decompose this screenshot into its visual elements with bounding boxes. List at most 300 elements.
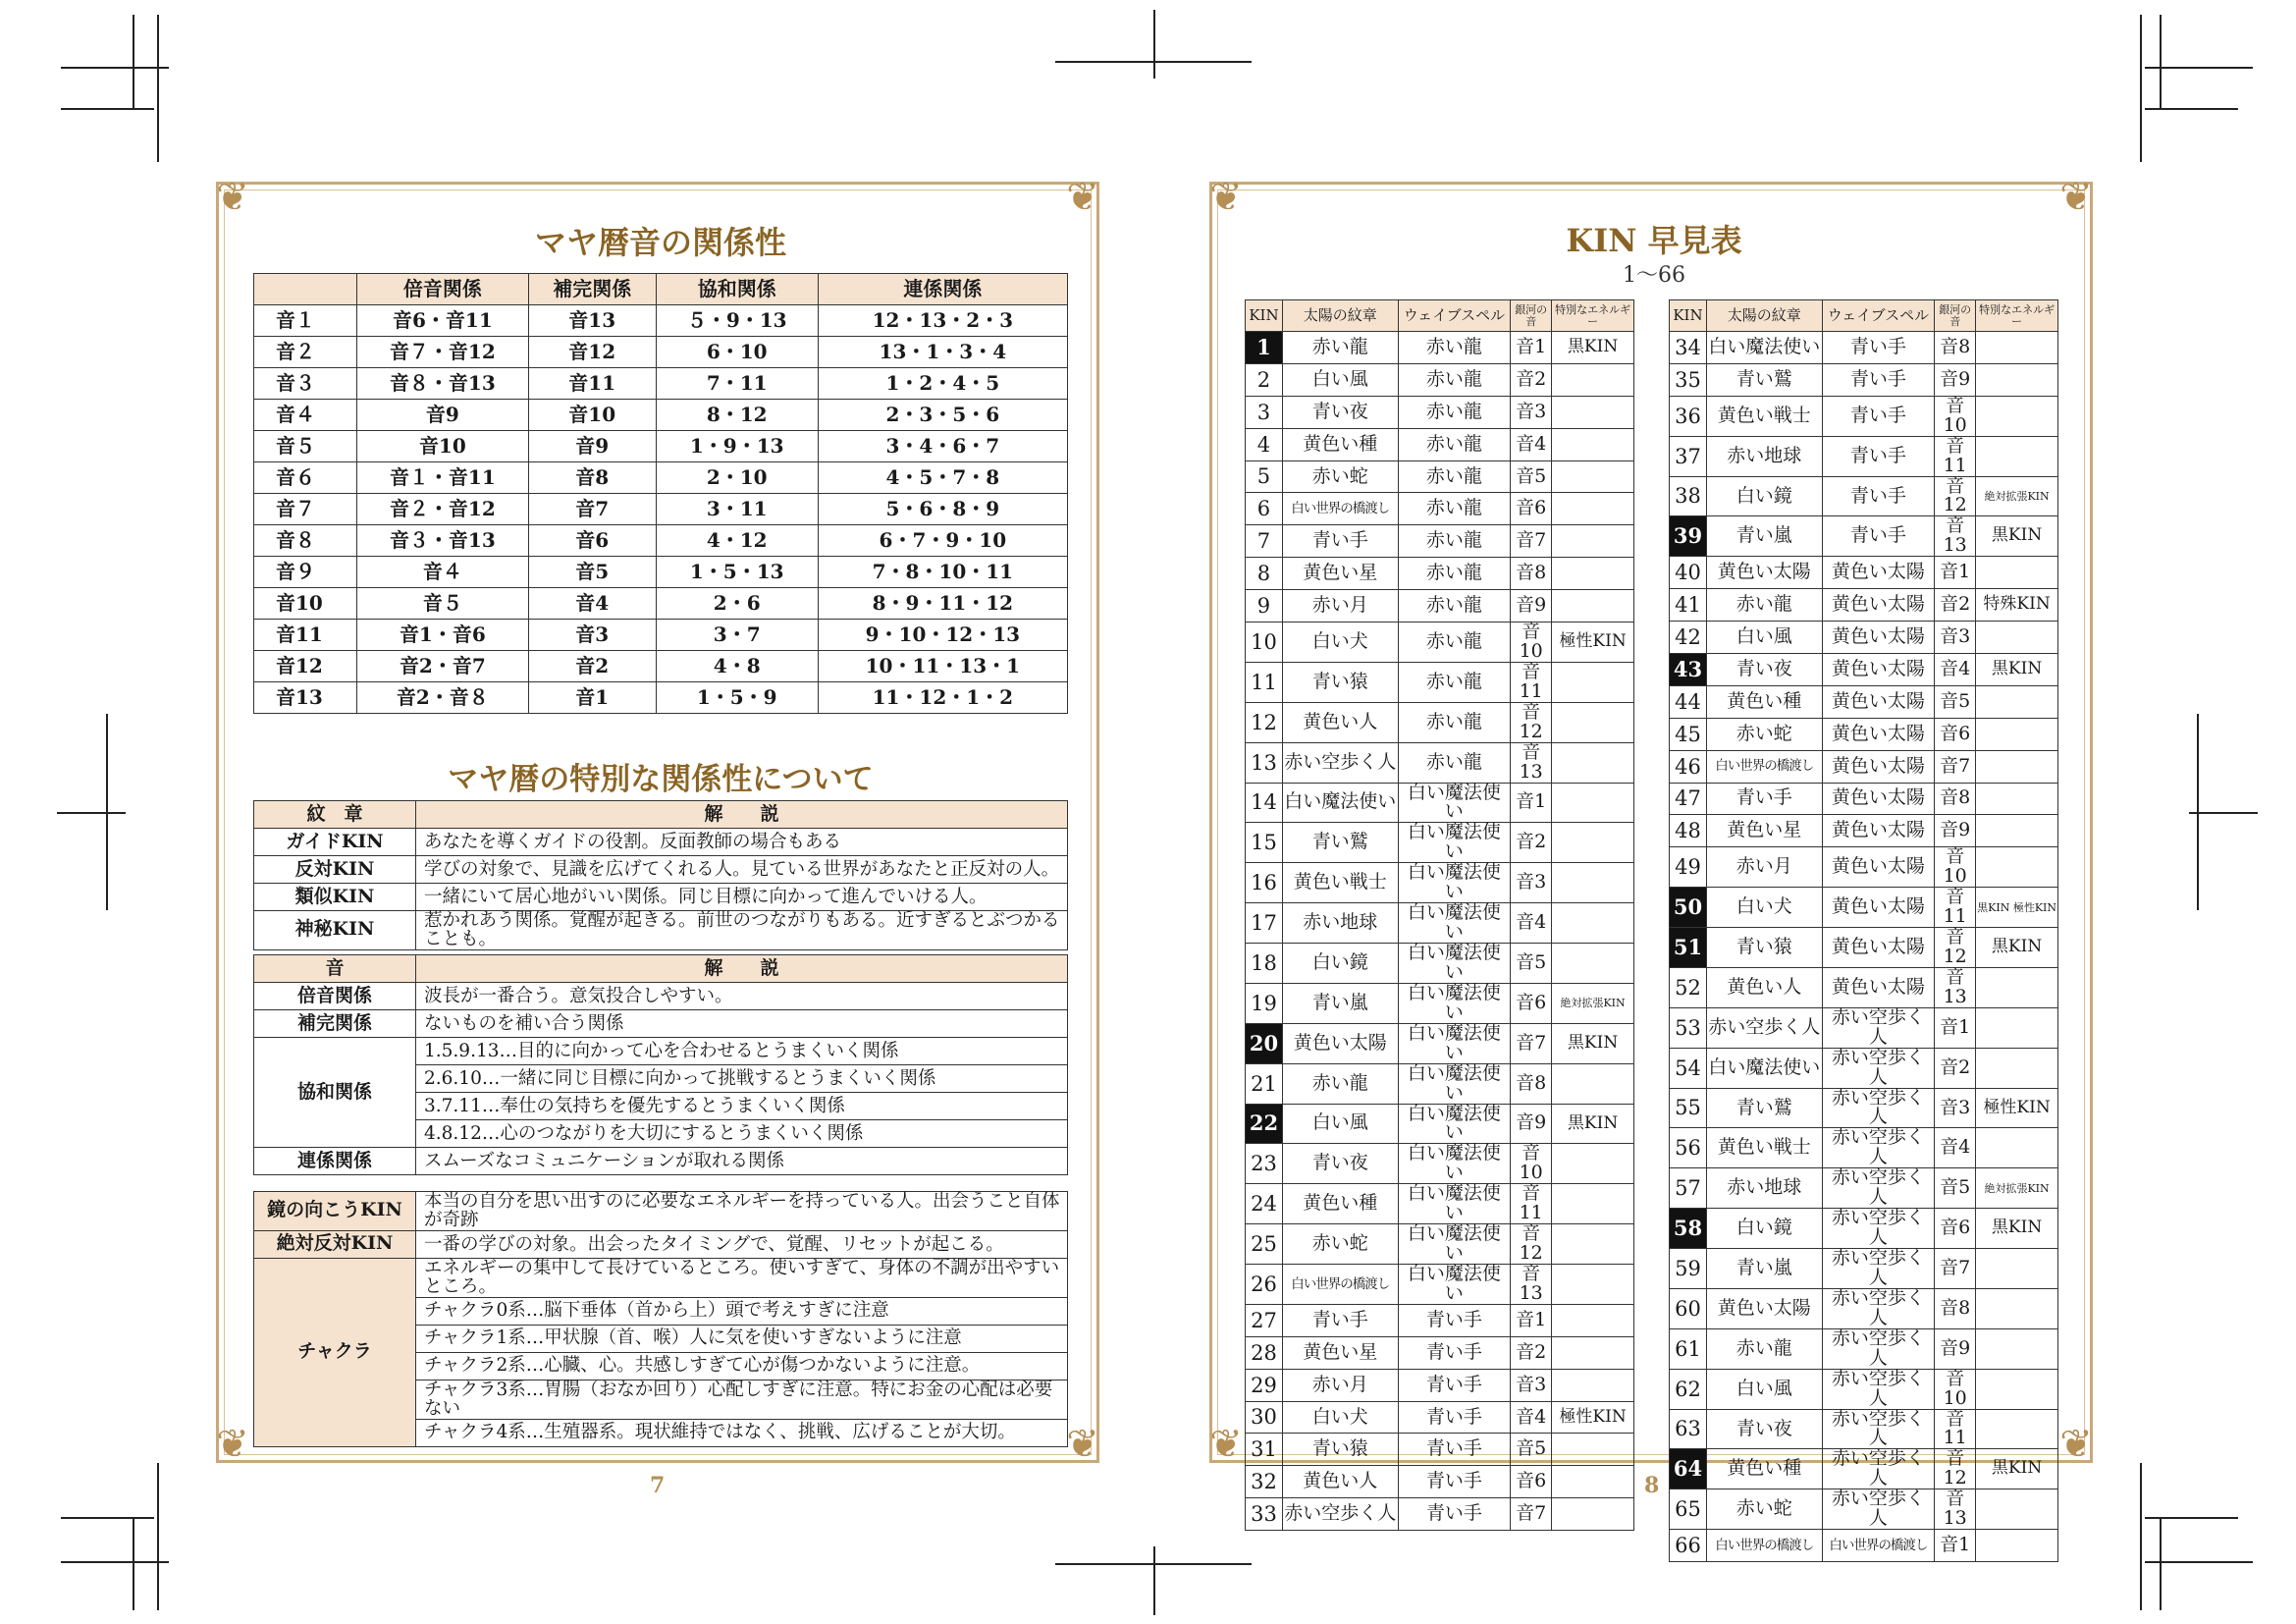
- table-cell: 白い魔法使い: [1282, 783, 1398, 823]
- table-cell: 音2・音８: [357, 682, 529, 714]
- table-cell: 音8: [1935, 1288, 1976, 1328]
- table-cell: 赤い龍: [1398, 396, 1511, 428]
- table-cell: 白い魔法使い: [1398, 1104, 1511, 1144]
- table-cell: [1552, 662, 1634, 702]
- kin-number: 66: [1670, 1530, 1707, 1562]
- table-cell: 白い鏡: [1282, 944, 1398, 984]
- table-cell: 音７・音12: [357, 337, 529, 368]
- table-cell: 音6・音11: [357, 305, 529, 337]
- kin-table-left: [1245, 299, 1634, 1531]
- table-cell: 白い風: [1282, 363, 1398, 396]
- table-cell: 音11: [528, 368, 656, 400]
- table-cell: 青い鷲: [1706, 363, 1822, 396]
- table-cell: 黄色い太陽: [1822, 589, 1935, 622]
- table-cell: 音4: [1511, 1401, 1552, 1434]
- table-cell: [1976, 1369, 2058, 1409]
- table-cell: 赤い龍: [1706, 589, 1822, 622]
- table-cell: [1976, 396, 2058, 436]
- table-cell: 白い犬: [1706, 888, 1822, 928]
- table-row: [254, 525, 1068, 557]
- relation-description: 一緒にいて居心地がいい関係。同じ目標に向かって進んでいける人。: [416, 884, 1068, 911]
- table-cell: [1976, 1007, 2058, 1048]
- crop-mark: [157, 1463, 159, 1610]
- kin-number: 3: [1246, 396, 1283, 428]
- table-cell: 赤い月: [1282, 1369, 1398, 1401]
- kin-number: 7: [1246, 525, 1283, 558]
- table-cell: [1976, 557, 2058, 589]
- table-cell: 白い魔法使い: [1398, 1224, 1511, 1265]
- table-cell: 音3: [1935, 622, 1976, 654]
- table-cell: 音13: [1511, 1265, 1552, 1305]
- table-cell: 青い猿: [1282, 662, 1398, 702]
- table-header: 音: [254, 955, 416, 983]
- table-row: [1670, 685, 2058, 718]
- table-cell: 黄色い太陽: [1282, 1023, 1398, 1063]
- table-cell: 赤い空歩く人: [1822, 1209, 1935, 1249]
- table-cell: 音2・音7: [357, 651, 529, 682]
- kin-number: 30: [1246, 1401, 1283, 1434]
- table-cell: [1552, 428, 1634, 460]
- table-cell: 音4: [1511, 903, 1552, 944]
- table-cell: 白い魔法使い: [1398, 863, 1511, 903]
- table-cell: [1552, 363, 1634, 396]
- table-cell: 黄色い太陽: [1822, 815, 1935, 847]
- table-row: [1670, 1328, 2058, 1369]
- table-cell: 1・9・13: [656, 431, 818, 462]
- table-cell: 赤い蛇: [1282, 460, 1398, 493]
- kin-number: 36: [1670, 396, 1707, 436]
- relation-description: チャクラ3系…胃腸（おなか回り）心配しすぎに注意。特にお金の心配は必要ない: [416, 1380, 1068, 1419]
- table-cell: 音3: [528, 620, 656, 651]
- table-cell: 黄色い人: [1706, 967, 1822, 1007]
- table-cell: 音9: [1511, 1104, 1552, 1144]
- table-header: 解 説: [416, 955, 1068, 983]
- kin-number: 40: [1670, 557, 1707, 589]
- table-cell: [1976, 1489, 2058, 1530]
- table-cell: [1976, 1530, 2058, 1562]
- table-cell: 音12: [1935, 1449, 1976, 1489]
- table-cell: 黄色い太陽: [1822, 783, 1935, 815]
- table-cell: 音1: [1511, 332, 1552, 364]
- table-cell: 音3: [1511, 396, 1552, 428]
- table-cell: 音1: [1935, 1007, 1976, 1048]
- table-cell: 音1: [1935, 557, 1976, 589]
- kin-number: 61: [1670, 1328, 1707, 1369]
- table-cell: [1976, 847, 2058, 888]
- table-cell: 7・8・10・11: [818, 557, 1067, 588]
- table-row: [1246, 783, 1634, 823]
- table-cell: 音9: [357, 400, 529, 431]
- table-cell: 音13: [1935, 516, 1976, 557]
- table-cell: [1552, 1224, 1634, 1265]
- table-cell: 黄色い太陽: [1822, 928, 1935, 968]
- kin-number: 64: [1670, 1449, 1707, 1489]
- table-cell: 黒KIN: [1552, 1023, 1634, 1063]
- table-cell: 黄色い太陽: [1822, 685, 1935, 718]
- kin-number: 12: [1246, 702, 1283, 742]
- kin-number: 35: [1670, 363, 1707, 396]
- kin-number: 22: [1246, 1104, 1283, 1144]
- table-cell: 音6: [1511, 1466, 1552, 1498]
- table-row: [1246, 428, 1634, 460]
- table-cell: 13・1・3・4: [818, 337, 1067, 368]
- table-cell: 極性KIN: [1552, 1401, 1634, 1434]
- relation-description: 1.5.9.13…目的に向かって心を合わせるとうまくいく関係: [416, 1038, 1068, 1065]
- table-cell: 音7: [1511, 525, 1552, 558]
- kin-number: 18: [1246, 944, 1283, 984]
- kin-number: 44: [1670, 685, 1707, 718]
- table-row: [1246, 1265, 1634, 1305]
- table-cell: 赤い空歩く人: [1822, 1369, 1935, 1409]
- table-cell: [1976, 1128, 2058, 1168]
- crop-mark: [2189, 812, 2258, 814]
- page-title: マヤ暦音の関係性: [534, 224, 786, 261]
- table-cell: 黄色い戦士: [1706, 1128, 1822, 1168]
- table-cell: [1552, 1466, 1634, 1498]
- table-cell: 赤い龍: [1398, 363, 1511, 396]
- table-row: [254, 305, 1068, 337]
- table-cell: 白い犬: [1282, 623, 1398, 663]
- kin-number: 14: [1246, 783, 1283, 823]
- table-cell: 赤い龍: [1706, 1328, 1822, 1369]
- table-cell: 8・9・11・12: [818, 588, 1067, 620]
- table-cell: 音10: [254, 588, 357, 620]
- table-cell: 音5: [1935, 685, 1976, 718]
- table-cell: 白い世界の橋渡し: [1706, 1530, 1822, 1562]
- table-cell: 黄色い太陽: [1822, 750, 1935, 783]
- table-cell: 青い手: [1822, 476, 1935, 516]
- kin-number: 51: [1670, 928, 1707, 968]
- table-cell: 極性KIN: [1976, 1088, 2058, 1128]
- table-cell: 音8: [1935, 783, 1976, 815]
- relation-description: 4.8.12…心のつながりを大切にするとうまくいく関係: [416, 1120, 1068, 1148]
- kin-number: 39: [1670, 516, 1707, 557]
- table-cell: 赤い空歩く人: [1822, 1128, 1935, 1168]
- table-cell: 赤い地球: [1706, 1168, 1822, 1209]
- table-row: [1670, 589, 2058, 622]
- table-cell: 赤い龍: [1398, 493, 1511, 525]
- table-row: [1246, 623, 1634, 663]
- table-cell: 赤い龍: [1282, 332, 1398, 364]
- relation-description: チャクラ1系…甲状腺（首、喉）人に気を使いすぎないように注意: [416, 1325, 1068, 1352]
- table-cell: 音11: [1511, 662, 1552, 702]
- table-cell: 黄色い太陽: [1822, 967, 1935, 1007]
- crop-mark: [1153, 10, 1155, 79]
- table-cell: 音２: [254, 337, 357, 368]
- relation-label: 連係関係: [254, 1148, 416, 1175]
- table-cell: 音4: [528, 588, 656, 620]
- crop-mark: [106, 714, 108, 910]
- table-cell: 音2: [1511, 363, 1552, 396]
- table-cell: [1552, 1063, 1634, 1104]
- table-header: 補完関係: [528, 274, 656, 305]
- table-cell: 赤い龍: [1398, 742, 1511, 783]
- table-cell: 音13: [1935, 1489, 1976, 1530]
- table-cell: 音10: [1511, 1144, 1552, 1184]
- table-cell: 赤い地球: [1282, 903, 1398, 944]
- table-cell: 赤い空歩く人: [1822, 1088, 1935, 1128]
- table-header: ウェイブスペル: [1398, 300, 1511, 332]
- kin-number: 20: [1246, 1023, 1283, 1063]
- table-row: [254, 620, 1068, 651]
- table-row: [1246, 1304, 1634, 1336]
- kin-number: 57: [1670, 1168, 1707, 1209]
- table-cell: 音10: [1935, 847, 1976, 888]
- table-cell: [1976, 622, 2058, 654]
- relation-description: 本当の自分を思い出すのに必要なエネルギーを持っている人。出会うこと自体が奇跡: [416, 1192, 1068, 1231]
- table-cell: 音4: [1935, 653, 1976, 685]
- table-row: [254, 462, 1068, 494]
- table-cell: 3・7: [656, 620, 818, 651]
- table-cell: [1552, 1265, 1634, 1305]
- table-row: [1670, 1409, 2058, 1449]
- table-row: [1246, 590, 1634, 623]
- crop-mark: [57, 812, 126, 814]
- table-cell: 白い風: [1282, 1104, 1398, 1144]
- table-cell: 4・8: [656, 651, 818, 682]
- table-cell: 白い魔法使い: [1398, 1265, 1511, 1305]
- table-cell: 8・12: [656, 400, 818, 431]
- kin-relation-table: [253, 800, 1068, 950]
- table-cell: 黄色い戦士: [1282, 863, 1398, 903]
- table-cell: 黒KIN 極性KIN: [1976, 888, 2058, 928]
- table-row: [1246, 558, 1634, 590]
- table-cell: 赤い龍: [1282, 1063, 1398, 1104]
- relation-description: 学びの対象で、見識を広げてくれる人。見ている世界があなたと正反対の人。: [416, 856, 1068, 884]
- table-cell: 黄色い人: [1282, 1466, 1398, 1498]
- table-cell: 音2: [1511, 823, 1552, 863]
- table-cell: 赤い蛇: [1706, 718, 1822, 750]
- table-cell: 黒KIN: [1552, 1104, 1634, 1144]
- page-number: 8: [1644, 1473, 1660, 1498]
- table-cell: [1552, 460, 1634, 493]
- table-row: [254, 368, 1068, 400]
- table-cell: 音４: [357, 557, 529, 588]
- table-cell: 黄色い太陽: [1822, 622, 1935, 654]
- kin-number: 9: [1246, 590, 1283, 623]
- table-cell: 黒KIN: [1976, 516, 2058, 557]
- table-row: [1246, 493, 1634, 525]
- table-row: [1670, 1530, 2058, 1562]
- kin-number: 11: [1246, 662, 1283, 702]
- relation-description: あなたを導くガイドの役割。反面教師の場合もある: [416, 829, 1068, 856]
- relation-label: 鏡の向こうKIN: [254, 1192, 416, 1231]
- table-cell: 白い世界の橋渡し: [1822, 1530, 1935, 1562]
- relation-label: 反対KIN: [254, 856, 416, 884]
- table-cell: 音10: [1935, 1369, 1976, 1409]
- kin-number: 62: [1670, 1369, 1707, 1409]
- table-cell: [1552, 1144, 1634, 1184]
- table-cell: 青い猿: [1706, 928, 1822, 968]
- table-cell: 特殊KIN: [1976, 589, 2058, 622]
- table-cell: 青い手: [1822, 436, 1935, 476]
- table-row: [1670, 1128, 2058, 1168]
- kin-number: 28: [1246, 1336, 1283, 1369]
- table-cell: [1552, 1336, 1634, 1369]
- table-cell: 5・6・8・9: [818, 494, 1067, 525]
- table-cell: 音9: [1935, 815, 1976, 847]
- kin-number: 41: [1670, 589, 1707, 622]
- table-cell: 黄色い太陽: [1822, 718, 1935, 750]
- table-row: [254, 337, 1068, 368]
- relation-description: チャクラ0系…脳下垂体（首から上）頭で考えすぎに注意: [416, 1297, 1068, 1325]
- table-cell: 音2: [1511, 1336, 1552, 1369]
- relation-label: チャクラ: [254, 1258, 416, 1446]
- kin-number: 10: [1246, 623, 1283, 663]
- table-cell: [1552, 1434, 1634, 1466]
- kin-number: 65: [1670, 1489, 1707, 1530]
- table-cell: 黄色い種: [1282, 1184, 1398, 1224]
- table-cell: 音12: [1935, 476, 1976, 516]
- table-cell: 音11: [1511, 1184, 1552, 1224]
- crop-mark: [133, 1517, 134, 1610]
- table-cell: 音7: [1511, 1023, 1552, 1063]
- table-cell: 青い嵐: [1282, 983, 1398, 1023]
- table-cell: 音9: [528, 431, 656, 462]
- kin-number: 55: [1670, 1088, 1707, 1128]
- table-cell: 音8: [1935, 332, 1976, 364]
- table-cell: 音3: [1511, 1369, 1552, 1401]
- table-row: [1246, 1023, 1634, 1063]
- table-cell: 赤い龍: [1398, 623, 1511, 663]
- table-cell: 赤い龍: [1398, 460, 1511, 493]
- table-row: [1246, 1466, 1634, 1498]
- table-cell: 白い魔法使い: [1398, 1184, 1511, 1224]
- table-row: [1246, 702, 1634, 742]
- table-cell: 赤い龍: [1398, 558, 1511, 590]
- table-cell: 黒KIN: [1976, 653, 2058, 685]
- table-cell: [1552, 1498, 1634, 1531]
- table-row: [1246, 1224, 1634, 1265]
- table-cell: [1552, 1304, 1634, 1336]
- table-cell: 3・11: [656, 494, 818, 525]
- kin-number: 16: [1246, 863, 1283, 903]
- table-row: [1670, 653, 2058, 685]
- table-cell: 12・13・2・3: [818, 305, 1067, 337]
- relation-label: 絶対反対KIN: [254, 1230, 416, 1258]
- table-row: [1670, 363, 2058, 396]
- table-cell: 音４: [254, 400, 357, 431]
- table-cell: 赤い空歩く人: [1822, 1328, 1935, 1369]
- table-row: [1246, 662, 1634, 702]
- table-cell: 赤い龍: [1398, 428, 1511, 460]
- table-cell: 青い嵐: [1706, 516, 1822, 557]
- table-cell: 赤い蛇: [1282, 1224, 1398, 1265]
- table-cell: 音12: [528, 337, 656, 368]
- table-row: [1670, 557, 2058, 589]
- table-cell: 音7: [528, 494, 656, 525]
- kin-number: 2: [1246, 363, 1283, 396]
- table-row: [1246, 1063, 1634, 1104]
- table-row: [1670, 967, 2058, 1007]
- kin-number: 58: [1670, 1209, 1707, 1249]
- table-cell: 音11: [1935, 888, 1976, 928]
- table-cell: 音6: [1511, 493, 1552, 525]
- kin-number: 6: [1246, 493, 1283, 525]
- table-cell: 赤い空歩く人: [1282, 742, 1398, 783]
- table-row: [1670, 1369, 2058, 1409]
- relation-label: 類似KIN: [254, 884, 416, 911]
- table-cell: 青い鷲: [1282, 823, 1398, 863]
- table-cell: 1・5・13: [656, 557, 818, 588]
- table-header: 特別なエネルギー: [1552, 300, 1634, 332]
- table-cell: 6・10: [656, 337, 818, 368]
- table-row: [1246, 944, 1634, 984]
- kin-number: 29: [1246, 1369, 1283, 1401]
- crop-mark: [2145, 108, 2238, 110]
- table-cell: 音11: [1935, 436, 1976, 476]
- table-cell: 音３: [254, 368, 357, 400]
- kin-number: 53: [1670, 1007, 1707, 1048]
- table-cell: [1976, 783, 2058, 815]
- table-row: [1246, 363, 1634, 396]
- table-cell: 白い風: [1706, 622, 1822, 654]
- table-cell: 赤い龍: [1398, 662, 1511, 702]
- table-cell: 極性KIN: [1552, 623, 1634, 663]
- table-cell: 青い手: [1282, 1304, 1398, 1336]
- table-row: [1246, 525, 1634, 558]
- table-cell: 赤い龍: [1398, 332, 1511, 364]
- table-cell: [1552, 903, 1634, 944]
- table-header: 太陽の紋章: [1706, 300, 1822, 332]
- relation-description: ないものを補い合う関係: [416, 1010, 1068, 1038]
- table-cell: 赤い空歩く人: [1822, 1288, 1935, 1328]
- table-cell: 音6: [1935, 1209, 1976, 1249]
- kin-number: 19: [1246, 983, 1283, 1023]
- table-cell: [1976, 1048, 2058, 1088]
- table-cell: 青い手: [1398, 1434, 1511, 1466]
- table-cell: [1552, 493, 1634, 525]
- table-cell: 音12: [1935, 928, 1976, 968]
- table-header: ウェイブスペル: [1822, 300, 1935, 332]
- table-cell: [1976, 332, 2058, 364]
- table-cell: 青い手: [1822, 332, 1935, 364]
- kin-number: 26: [1246, 1265, 1283, 1305]
- table-cell: [1976, 1328, 2058, 1369]
- table-cell: 青い手: [1282, 525, 1398, 558]
- relation-label: 協和関係: [254, 1038, 416, 1148]
- table-cell: 音13: [1511, 742, 1552, 783]
- table-cell: 青い手: [1822, 516, 1935, 557]
- table-cell: [1552, 823, 1634, 863]
- relation-description: 3.7.11…奉仕の気持ちを優先するとうまくいく関係: [416, 1093, 1068, 1120]
- crop-mark: [61, 1517, 154, 1519]
- crop-mark: [1153, 1546, 1155, 1615]
- table-cell: 音５: [357, 588, 529, 620]
- table-cell: 音８: [254, 525, 357, 557]
- kin-number: 34: [1670, 332, 1707, 364]
- table-cell: 白い魔法使い: [1706, 1048, 1822, 1088]
- table-row: [1670, 476, 2058, 516]
- table-cell: 音4: [1511, 428, 1552, 460]
- table-cell: 音5: [1511, 460, 1552, 493]
- table-cell: 黄色い星: [1282, 558, 1398, 590]
- flourish-ornament: ❦: [1066, 1422, 1099, 1467]
- table-cell: 音9: [1511, 590, 1552, 623]
- table-cell: [1976, 718, 2058, 750]
- table-cell: 音11: [1935, 1409, 1976, 1449]
- table-cell: 音7: [1935, 1249, 1976, 1289]
- table-cell: 音11: [254, 620, 357, 651]
- page-title: KIN 早見表: [1566, 222, 1742, 259]
- table-cell: 音12: [1511, 1224, 1552, 1265]
- table-cell: [1552, 783, 1634, 823]
- table-row: [1246, 983, 1634, 1023]
- table-cell: 青い鷲: [1706, 1088, 1822, 1128]
- table-cell: 2・10: [656, 462, 818, 494]
- table-cell: 赤い空歩く人: [1822, 1409, 1935, 1449]
- table-cell: 音13: [254, 682, 357, 714]
